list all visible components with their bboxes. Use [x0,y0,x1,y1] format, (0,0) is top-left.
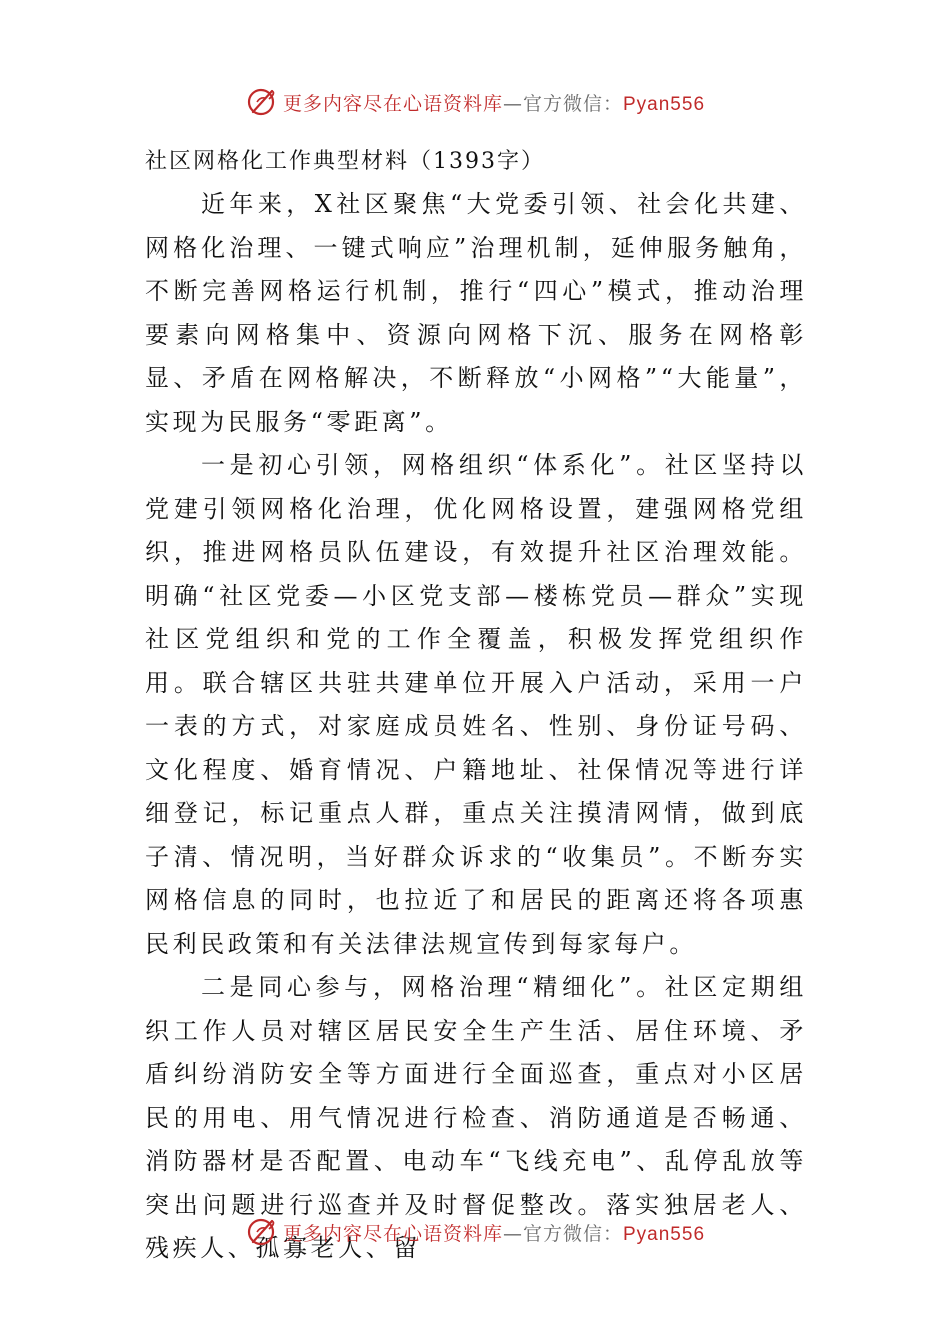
banner-slogan: 更多内容尽在心语资料库 [282,92,503,115]
footer-watermark-banner [0,1212,950,1252]
quill-logo-icon [245,1215,279,1249]
banner-slogan: 更多内容尽在心语资料库 [282,1222,503,1245]
banner-label: 官方微信： [522,1222,623,1245]
document-title: 社区网格化工作典型材料（1393字） [145,149,545,174]
banner-wechat-id: Pyan556 [623,93,706,115]
header-watermark-banner [0,82,950,122]
banner-wechat-id: Pyan556 [623,1223,706,1245]
paragraph-intro: 近年来，X社区聚焦“大党委引领、社会化共建、网格化治理、一键式响应”治理机制，延伸服务触角，不断完善网格运行机制，推行“四心”模式，推动治理要素向网格集中、资源向网格下沉、服务在网格彰显、矛盾在网格解决，不断释放“小网格”“大能量”，实现为民服务“零距离”。 [145,190,807,436]
banner-text [283,89,705,116]
document-body [145,140,807,1271]
paragraph-point-one: 一是初心引领，网格组织“体系化”。社区坚持以党建引领网格化治理，优化网格设置，建强网格党组织，推进网格员队伍建设，有效提升社区治理效能。明确“社区党委—小区党支部—楼栋党员—群众”实现社区党组织和党的工作全覆盖，积极发挥党组织作用。联合辖区共驻共建单位开展入户活动，采用一户一表的方式，对家庭成员姓名、性别、身份证号码、文化程度、婚育情况、户籍地址、社保情况等进行详细登记，标记重点人群，重点关注摸清网情，做到底子清、情况明，当好群众诉求的“收集员”。不断夯实网格信息的同时，也拉近了和居民的距离还将各项惠民利民政策和有关法律法规宣传到每家每户。 [145,451,807,958]
paragraph-point-two: 二是同心参与，网格治理“精细化”。社区定期组织工作人员对辖区居民安全生产生活、居住环境、矛盾纠纷消防安全等方面进行全面巡查，重点对小区居民的用电、用气情况进行检查、消防通道是否畅通、消防器材是否配置、电动车“飞线充电”、乱停乱放等突出问题进行巡查并及时督促整改。落实独居老人、残疾人、孤寡老人、留 [145,973,807,1262]
banner-text [283,1219,705,1246]
banner-dash: — [502,1222,523,1245]
quill-logo-icon [245,85,279,119]
banner-dash: — [502,92,523,115]
banner-label: 官方微信： [522,92,623,115]
